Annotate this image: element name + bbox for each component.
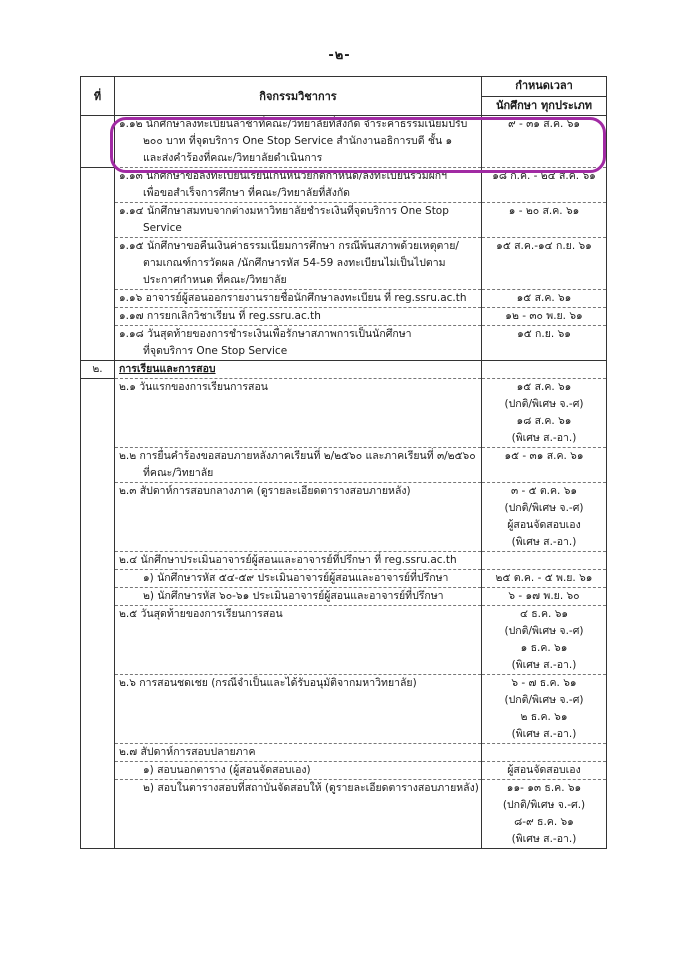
activity-2-2: ๒.๒ การยื่นคำร้องขอสอบภายหลังภาคเรียนที่ ๒/๒๕๖๐ และภาคเรียนที่ ๓/๒๕๖๐ ที่คณะ/วิทยาลัย [115, 448, 482, 483]
activity-2-4: ๒.๔ นักศึกษาประเมินอาจารย์ผู้สอนและอาจารย์ที่ปรึกษา ที่ reg.ssru.ac.th [115, 552, 482, 570]
time-1-13: ๑๘ ก.ค. - ๒๔ ส.ค. ๖๑ [482, 168, 607, 203]
page-number: -๒- [328, 48, 351, 63]
time-1-12: ๙ - ๓๑ ส.ค. ๖๑ [482, 116, 607, 168]
time-2-7-sub2: ๑๑- ๑๓ ธ.ค. ๖๑ (ปกติ/พิเศษ จ.-ศ.) ๘-๙ ธ.ค. ๖๑ (พิเศษ ส.-อา.) [482, 780, 607, 849]
table-row [81, 762, 607, 780]
activity-2-7: ๒.๗ สัปดาห์การสอบปลายภาค [115, 744, 482, 762]
activity-1-16: ๑.๑๖ อาจารย์ผู้สอนออกรายงานรายชื่อนักศึกษาลงทะเบียน ที่ reg.ssru.ac.th [115, 290, 482, 308]
row-no [81, 116, 115, 168]
time-1-15: ๑๕ ส.ค.-๑๔ ก.ย. ๖๑ [482, 238, 607, 290]
time-1-16: ๑๕ ส.ค. ๖๑ [482, 290, 607, 308]
table-row [81, 326, 607, 361]
activity-2-7-sub1: ๑) สอบนอกตาราง (ผู้สอนจัดสอบเอง) [115, 762, 482, 780]
time-1-17: ๑๒ - ๓๐ พ.ย. ๖๑ [482, 308, 607, 326]
table-row [81, 308, 607, 326]
table-row [81, 552, 607, 570]
activity-2-4-sub1: ๑) นักศึกษารหัส ๕๔-๕๙ ประเมินอาจารย์ผู้สอนและอาจารย์ที่ปรึกษา [115, 570, 482, 588]
table-row [81, 606, 607, 675]
header-time-sub: นักศึกษา ทุกประเภท [482, 97, 607, 116]
time-2-5: ๔ ธ.ค. ๖๑ (ปกติ/พิเศษ จ.-ศ) ๑ ธ.ค. ๖๑ (พิเศษ ส.-อา.) [482, 606, 607, 675]
time-2-2: ๑๕ - ๓๑ ส.ค. ๖๑ [482, 448, 607, 483]
table-row [81, 483, 607, 552]
activity-1-17: ๑.๑๗ การยกเลิกวิชาเรียน ที่ reg.ssru.ac.th [115, 308, 482, 326]
time-2-6: ๖ - ๗ ธ.ค. ๖๑ (ปกติ/พิเศษ จ.-ศ) ๒ ธ.ค. ๖๑ (พิเศษ ส.-อา.) [482, 675, 607, 744]
time-2-3: ๓ - ๕ ต.ค. ๖๑ (ปกติ/พิเศษ จ.-ศ) ผู้สอนจัดสอบเอง (พิเศษ ส.-อา.) [482, 483, 607, 552]
table-row [81, 168, 607, 203]
table-row [81, 744, 607, 762]
activity-1-14: ๑.๑๔ นักศึกษาสมทบจากต่างมหาวิทยาลัยชำระเงินที่จุดบริการ One Stop Service [115, 203, 482, 238]
table-row [81, 675, 607, 744]
academic-calendar-table [80, 76, 607, 849]
activity-1-13: ๑.๑๓ นักศึกษาขอลงทะเบียนเรียนเกินหน่วยกิตกำหนด/ลงทะเบียนร่วมฝึกฯ เพื่อขอสำเร็จการศึกษา ที่คณะ/วิทยาลัยที่สังกัด [115, 168, 482, 203]
time-2-4-sub1: ๒๕ ต.ค. - ๕ พ.ย. ๖๑ [482, 570, 607, 588]
activity-1-12: ๑.๑๒ นักศึกษาลงทะเบียนล่าช้าที่คณะ/วิทยาลัยที่สังกัด จำระค่าธรรมเนียมปรับ ๒๐๐ บาท ที่จุดบริการ One Stop Service สำนักงานอธิการบดี ชั้น ๑ และส่งคำร้องที่คณะ/วิทยาลัยดำเนินการ [115, 116, 482, 168]
activity-2-4-sub2: ๒) นักศึกษารหัส ๖๐-๖๑ ประเมินอาจารย์ผู้สอนและอาจารย์ที่ปรึกษา [115, 588, 482, 606]
table-row [81, 203, 607, 238]
table-row [81, 588, 607, 606]
time-2-1: ๑๕ ส.ค. ๖๑ (ปกติ/พิเศษ จ.-ศ) ๑๘ ส.ค. ๖๑ (พิเศษ ส.-อา.) [482, 379, 607, 448]
table-row [81, 780, 607, 849]
header-row [81, 77, 607, 97]
time-2-4-sub2: ๖ - ๑๗ พ.ย. ๖๐ [482, 588, 607, 606]
activity-1-15: ๑.๑๕ นักศึกษาขอคืนเงินค่าธรรมเนียมการศึกษา กรณีพ้นสภาพด้วยเหตุตาย/ ตามเกณฑ์การวัดผล /นักศึกษารหัส 54-59 ลงทะเบียนไม่เป็นไปตาม ประกาศกำหนด ที่คณะ/วิทยาลัย [115, 238, 482, 290]
table-row [81, 238, 607, 290]
time-2-7-sub1: ผู้สอนจัดสอบเอง [482, 762, 607, 780]
activity-2-1: ๒.๑ วันแรกของการเรียนการสอน [115, 379, 482, 448]
table-row [81, 379, 607, 448]
header-activity: กิจกรรมวิชาการ [115, 77, 482, 116]
section-2-title: การเรียนและการสอบ [115, 361, 482, 379]
table-row [81, 361, 607, 379]
activity-1-18: ๑.๑๘ วันสุดท้ายของการชำระเงินเพื่อรักษาสภาพการเป็นนักศึกษา ที่จุดบริการ One Stop Service [115, 326, 482, 361]
table-row [81, 116, 607, 168]
table-row [81, 290, 607, 308]
table-row [81, 448, 607, 483]
activity-2-3: ๒.๓ สัปดาห์การสอบกลางภาค (ดูรายละเอียดตารางสอบภายหลัง) [115, 483, 482, 552]
activity-2-6: ๒.๖ การสอนชดเชย (กรณีจำเป็นและได้รับอนุมัติจากมหาวิทยาลัย) [115, 675, 482, 744]
header-time: กำหนดเวลา [482, 77, 607, 97]
time-1-14: ๑ - ๒๐ ส.ค. ๖๑ [482, 203, 607, 238]
activity-2-5: ๒.๕ วันสุดท้ายของการเรียนการสอน [115, 606, 482, 675]
header-no: ที่ [81, 77, 115, 116]
table-row [81, 570, 607, 588]
activity-2-7-sub2: ๒) สอบในตารางสอบที่สถาบันจัดสอบให้ (ดูรายละเอียดตารางสอบภายหลัง) [115, 780, 482, 849]
section-2-no: ๒. [81, 361, 115, 379]
time-1-18: ๑๕ ก.ย. ๖๑ [482, 326, 607, 361]
